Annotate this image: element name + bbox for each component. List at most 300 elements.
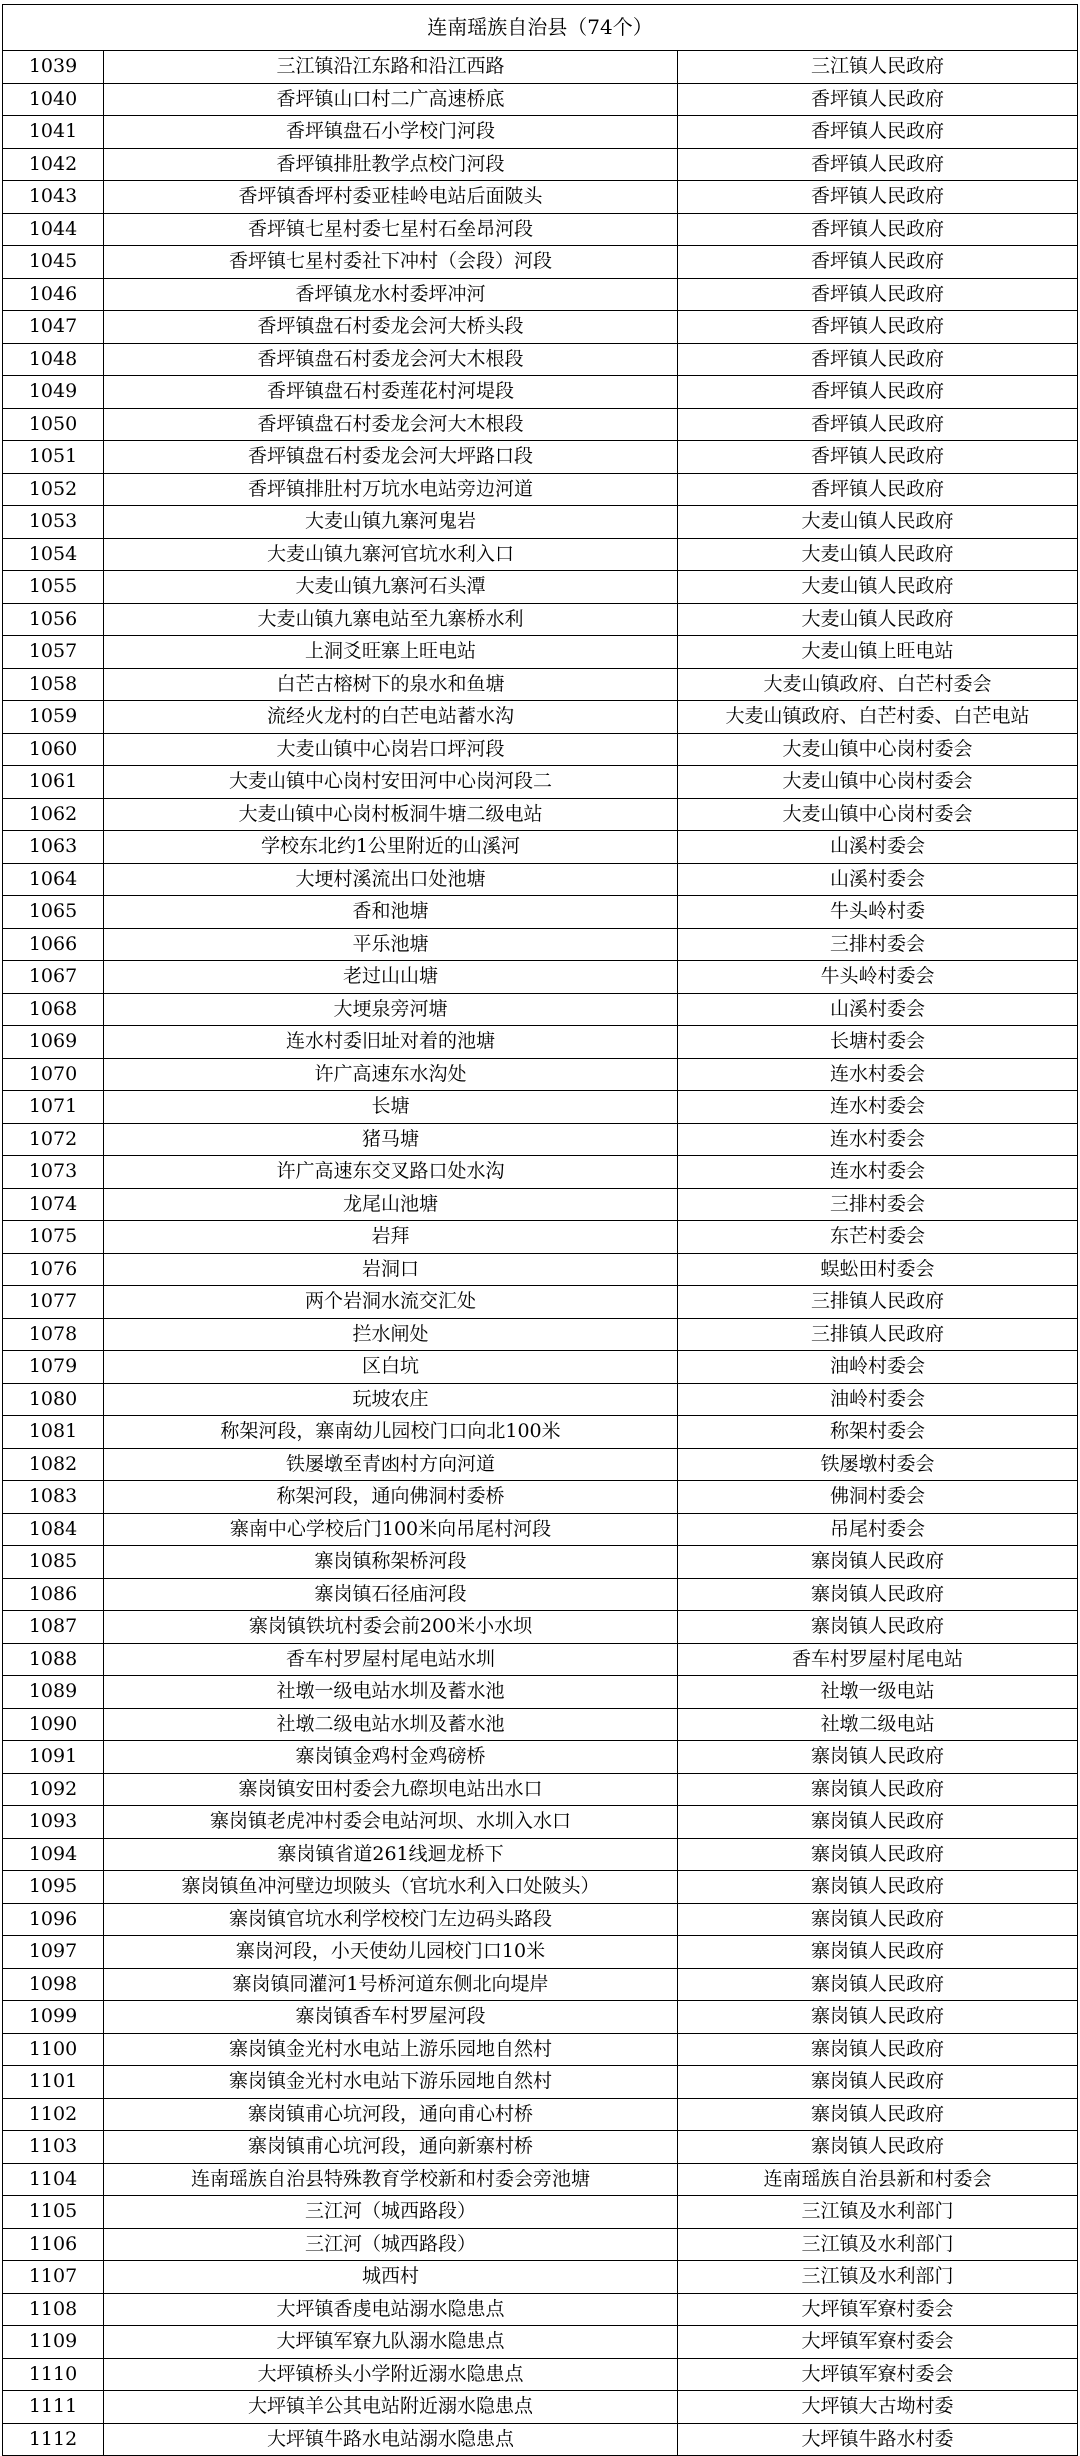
responsible-unit-cell: 铁屡墩村委会 — [678, 1448, 1078, 1481]
responsible-unit-cell: 大坪镇牛路水村委 — [678, 2423, 1078, 2456]
row-number-cell: 1100 — [3, 2033, 104, 2066]
location-cell: 连南瑶族自治县特殊教育学校新和村委会旁池塘 — [104, 2163, 678, 2196]
row-number-cell: 1076 — [3, 1253, 104, 1286]
row-number-cell: 1102 — [3, 2098, 104, 2131]
location-cell: 两个岩洞水流交汇处 — [104, 1286, 678, 1319]
row-number-cell: 1058 — [3, 668, 104, 701]
row-number-cell: 1082 — [3, 1448, 104, 1481]
location-cell: 寨岗镇安田村委会九磜坝电站出水口 — [104, 1773, 678, 1806]
location-cell: 猪马塘 — [104, 1123, 678, 1156]
location-cell: 寨岗镇金鸡村金鸡磅桥 — [104, 1741, 678, 1774]
location-cell: 社墩二级电站水圳及蓄水池 — [104, 1708, 678, 1741]
location-cell: 香车村罗屋村尾电站水圳 — [104, 1643, 678, 1676]
row-number-cell: 1040 — [3, 83, 104, 116]
location-cell: 香坪镇排肚教学点校门河段 — [104, 148, 678, 181]
responsible-unit-cell: 佛洞村委会 — [678, 1481, 1078, 1514]
table-row — [3, 863, 1078, 896]
row-number-cell: 1099 — [3, 2001, 104, 2034]
location-cell: 上洞爻旺寨上旺电站 — [104, 636, 678, 669]
row-number-cell: 1094 — [3, 1838, 104, 1871]
responsible-unit-cell: 香坪镇人民政府 — [678, 441, 1078, 474]
table-row — [3, 733, 1078, 766]
responsible-unit-cell: 东芒村委会 — [678, 1221, 1078, 1254]
row-number-cell: 1072 — [3, 1123, 104, 1156]
table-row — [3, 1351, 1078, 1384]
table-row — [3, 2098, 1078, 2131]
row-number-cell: 1054 — [3, 538, 104, 571]
table-title: 连南瑶族自治县（74个） — [3, 5, 1078, 51]
table-row — [3, 1091, 1078, 1124]
table-row — [3, 246, 1078, 279]
row-number-cell: 1111 — [3, 2391, 104, 2424]
location-cell: 大麦山镇中心岗岩口坪河段 — [104, 733, 678, 766]
location-cell: 香坪镇盘石小学校门河段 — [104, 116, 678, 149]
table-row — [3, 2066, 1078, 2099]
responsible-unit-cell: 三排镇人民政府 — [678, 1318, 1078, 1351]
table-row — [3, 1416, 1078, 1449]
row-number-cell: 1095 — [3, 1871, 104, 1904]
table-row — [3, 2261, 1078, 2294]
table-row — [3, 1253, 1078, 1286]
table-row — [3, 1806, 1078, 1839]
table-row — [3, 636, 1078, 669]
location-cell: 香坪镇山口村二广高速桥底 — [104, 83, 678, 116]
responsible-unit-cell: 香坪镇人民政府 — [678, 181, 1078, 214]
row-number-cell: 1107 — [3, 2261, 104, 2294]
row-number-cell: 1061 — [3, 766, 104, 799]
location-cell: 大麦山镇九寨河鬼岩 — [104, 506, 678, 539]
table-row — [3, 1156, 1078, 1189]
responsible-unit-cell: 大麦山镇中心岗村委会 — [678, 733, 1078, 766]
location-cell: 寨岗镇甫心坑河段，通向新寨村桥 — [104, 2131, 678, 2164]
location-cell: 大坪镇羊公其电站附近溺水隐患点 — [104, 2391, 678, 2424]
location-cell: 三江河（城西路段） — [104, 2196, 678, 2229]
row-number-cell: 1085 — [3, 1546, 104, 1579]
location-cell: 长塘 — [104, 1091, 678, 1124]
responsible-unit-cell: 香坪镇人民政府 — [678, 376, 1078, 409]
table-row — [3, 603, 1078, 636]
table-row — [3, 2391, 1078, 2424]
table-row — [3, 1708, 1078, 1741]
row-number-cell: 1077 — [3, 1286, 104, 1319]
row-number-cell: 1045 — [3, 246, 104, 279]
location-cell: 寨岗镇甫心坑河段，通向甫心村桥 — [104, 2098, 678, 2131]
table-row — [3, 766, 1078, 799]
location-cell: 许广高速东交叉路口处水沟 — [104, 1156, 678, 1189]
responsible-unit-cell: 山溪村委会 — [678, 863, 1078, 896]
row-number-cell: 1062 — [3, 798, 104, 831]
location-cell: 寨岗镇省道261线迴龙桥下 — [104, 1838, 678, 1871]
location-cell: 流经火龙村的白芒电站蓄水沟 — [104, 701, 678, 734]
table-row — [3, 473, 1078, 506]
table-row — [3, 2293, 1078, 2326]
responsible-unit-cell: 寨岗镇人民政府 — [678, 1936, 1078, 1969]
row-number-cell: 1089 — [3, 1676, 104, 1709]
responsible-unit-cell: 连南瑶族自治县新和村委会 — [678, 2163, 1078, 2196]
table-row — [3, 896, 1078, 929]
responsible-unit-cell: 油岭村委会 — [678, 1383, 1078, 1416]
location-cell: 三江镇沿江东路和沿江西路 — [104, 51, 678, 84]
row-number-cell: 1039 — [3, 51, 104, 84]
location-cell: 寨岗镇老虎冲村委会电站河坝、水圳入水口 — [104, 1806, 678, 1839]
location-cell: 老过山山塘 — [104, 961, 678, 994]
row-number-cell: 1092 — [3, 1773, 104, 1806]
table-row — [3, 2423, 1078, 2456]
location-cell: 称架河段，通向佛洞村委桥 — [104, 1481, 678, 1514]
table-row — [3, 1481, 1078, 1514]
location-cell: 大麦山镇九寨电站至九寨桥水利 — [104, 603, 678, 636]
responsible-unit-cell: 寨岗镇人民政府 — [678, 1741, 1078, 1774]
table-row — [3, 1578, 1078, 1611]
row-number-cell: 1048 — [3, 343, 104, 376]
location-cell: 寨岗镇称架桥河段 — [104, 1546, 678, 1579]
location-cell: 拦水闸处 — [104, 1318, 678, 1351]
row-number-cell: 1050 — [3, 408, 104, 441]
responsible-unit-cell: 山溪村委会 — [678, 993, 1078, 1026]
row-number-cell: 1079 — [3, 1351, 104, 1384]
table-row — [3, 1318, 1078, 1351]
location-cell: 大埂泉旁河塘 — [104, 993, 678, 1026]
row-number-cell: 1064 — [3, 863, 104, 896]
location-cell: 香坪镇七星村委社下冲村（会段）河段 — [104, 246, 678, 279]
responsible-unit-cell: 香坪镇人民政府 — [678, 83, 1078, 116]
table-body — [3, 5, 1078, 2456]
responsible-unit-cell: 大坪镇大古坳村委 — [678, 2391, 1078, 2424]
table-row — [3, 701, 1078, 734]
row-number-cell: 1103 — [3, 2131, 104, 2164]
responsible-unit-cell: 寨岗镇人民政府 — [678, 1611, 1078, 1644]
table-row — [3, 2163, 1078, 2196]
responsible-unit-cell: 大麦山镇中心岗村委会 — [678, 798, 1078, 831]
row-number-cell: 1059 — [3, 701, 104, 734]
responsible-unit-cell: 寨岗镇人民政府 — [678, 1546, 1078, 1579]
table-row — [3, 1058, 1078, 1091]
location-cell: 大麦山镇中心岗村安田河中心岗河段二 — [104, 766, 678, 799]
table-row — [3, 51, 1078, 84]
row-number-cell: 1068 — [3, 993, 104, 1026]
table-row — [3, 538, 1078, 571]
responsible-unit-cell: 大麦山镇人民政府 — [678, 603, 1078, 636]
table-row — [3, 831, 1078, 864]
table-row — [3, 181, 1078, 214]
location-cell: 城西村 — [104, 2261, 678, 2294]
responsible-unit-cell: 香坪镇人民政府 — [678, 213, 1078, 246]
table-row — [3, 441, 1078, 474]
location-cell: 香坪镇盘石村委龙会河大木根段 — [104, 408, 678, 441]
table-row — [3, 1838, 1078, 1871]
responsible-unit-cell: 香坪镇人民政府 — [678, 311, 1078, 344]
location-cell: 大坪镇桥头小学附近溺水隐患点 — [104, 2358, 678, 2391]
location-cell: 香和池塘 — [104, 896, 678, 929]
responsible-unit-cell: 寨岗镇人民政府 — [678, 1578, 1078, 1611]
location-cell: 寨岗镇香车村罗屋河段 — [104, 2001, 678, 2034]
location-cell: 学校东北约1公里附近的山溪河 — [104, 831, 678, 864]
row-number-cell: 1047 — [3, 311, 104, 344]
row-number-cell: 1083 — [3, 1481, 104, 1514]
table-row — [3, 2228, 1078, 2261]
table-row — [3, 571, 1078, 604]
responsible-unit-cell: 香车村罗屋村尾电站 — [678, 1643, 1078, 1676]
row-number-cell: 1056 — [3, 603, 104, 636]
row-number-cell: 1097 — [3, 1936, 104, 1969]
location-cell: 寨岗镇同灌河1号桥河道东侧北向堤岸 — [104, 1968, 678, 2001]
row-number-cell: 1071 — [3, 1091, 104, 1124]
responsible-unit-cell: 山溪村委会 — [678, 831, 1078, 864]
row-number-cell: 1093 — [3, 1806, 104, 1839]
responsible-unit-cell: 连水村委会 — [678, 1123, 1078, 1156]
location-cell: 区白坑 — [104, 1351, 678, 1384]
responsible-unit-cell: 称架村委会 — [678, 1416, 1078, 1449]
table-row — [3, 1676, 1078, 1709]
table-row — [3, 376, 1078, 409]
row-number-cell: 1060 — [3, 733, 104, 766]
table-row — [3, 408, 1078, 441]
responsible-unit-cell: 三排村委会 — [678, 928, 1078, 961]
location-cell: 平乐池塘 — [104, 928, 678, 961]
table-row — [3, 1936, 1078, 1969]
row-number-cell: 1055 — [3, 571, 104, 604]
row-number-cell: 1112 — [3, 2423, 104, 2456]
table-row — [3, 213, 1078, 246]
table-row — [3, 2196, 1078, 2229]
table-row — [3, 2001, 1078, 2034]
table-row — [3, 1286, 1078, 1319]
row-number-cell: 1073 — [3, 1156, 104, 1189]
row-number-cell: 1049 — [3, 376, 104, 409]
location-cell: 白芒古榕树下的泉水和鱼塘 — [104, 668, 678, 701]
row-number-cell: 1078 — [3, 1318, 104, 1351]
row-number-cell: 1084 — [3, 1513, 104, 1546]
location-cell: 香坪镇香坪村委亚桂岭电站后面陂头 — [104, 181, 678, 214]
row-number-cell: 1051 — [3, 441, 104, 474]
table-row — [3, 278, 1078, 311]
row-number-cell: 1096 — [3, 1903, 104, 1936]
row-number-cell: 1080 — [3, 1383, 104, 1416]
location-cell: 香坪镇盘石村委龙会河大木根段 — [104, 343, 678, 376]
table-header-row — [3, 5, 1078, 51]
row-number-cell: 1067 — [3, 961, 104, 994]
table-row — [3, 1188, 1078, 1221]
row-number-cell: 1069 — [3, 1026, 104, 1059]
row-number-cell: 1106 — [3, 2228, 104, 2261]
responsible-unit-cell: 寨岗镇人民政府 — [678, 1806, 1078, 1839]
row-number-cell: 1086 — [3, 1578, 104, 1611]
location-cell: 称架河段，寨南幼儿园校门口向北100米 — [104, 1416, 678, 1449]
responsible-unit-cell: 香坪镇人民政府 — [678, 343, 1078, 376]
row-number-cell: 1053 — [3, 506, 104, 539]
responsible-unit-cell: 香坪镇人民政府 — [678, 246, 1078, 279]
row-number-cell: 1065 — [3, 896, 104, 929]
table-row — [3, 798, 1078, 831]
responsible-unit-cell: 三江镇及水利部门 — [678, 2261, 1078, 2294]
row-number-cell: 1070 — [3, 1058, 104, 1091]
table-row — [3, 1546, 1078, 1579]
row-number-cell: 1087 — [3, 1611, 104, 1644]
location-cell: 香坪镇七星村委七星村石垒昂河段 — [104, 213, 678, 246]
location-cell: 三江河（城西路段） — [104, 2228, 678, 2261]
responsible-unit-cell: 大麦山镇人民政府 — [678, 538, 1078, 571]
table-row — [3, 1643, 1078, 1676]
table-row — [3, 1448, 1078, 1481]
table-row — [3, 1871, 1078, 1904]
row-number-cell: 1074 — [3, 1188, 104, 1221]
row-number-cell: 1081 — [3, 1416, 104, 1449]
location-cell: 寨岗镇鱼冲河壁边坝陂头（官坑水利入口处陂头） — [104, 1871, 678, 1904]
location-cell: 社墩一级电站水圳及蓄水池 — [104, 1676, 678, 1709]
responsible-unit-cell: 香坪镇人民政府 — [678, 148, 1078, 181]
table-row — [3, 668, 1078, 701]
location-cell: 许广高速东水沟处 — [104, 1058, 678, 1091]
table-row — [3, 116, 1078, 149]
table-row — [3, 993, 1078, 1026]
responsible-unit-cell: 寨岗镇人民政府 — [678, 2001, 1078, 2034]
hazard-table — [2, 4, 1078, 2456]
row-number-cell: 1104 — [3, 2163, 104, 2196]
row-number-cell: 1041 — [3, 116, 104, 149]
responsible-unit-cell: 连水村委会 — [678, 1091, 1078, 1124]
responsible-unit-cell: 大麦山镇上旺电站 — [678, 636, 1078, 669]
responsible-unit-cell: 三江镇及水利部门 — [678, 2196, 1078, 2229]
table-row — [3, 1611, 1078, 1644]
table-row — [3, 148, 1078, 181]
table-row — [3, 2033, 1078, 2066]
table-row — [3, 1123, 1078, 1156]
location-cell: 连水村委旧址对着的池塘 — [104, 1026, 678, 1059]
location-cell: 岩拜 — [104, 1221, 678, 1254]
row-number-cell: 1108 — [3, 2293, 104, 2326]
responsible-unit-cell: 长塘村委会 — [678, 1026, 1078, 1059]
responsible-unit-cell: 寨岗镇人民政府 — [678, 1968, 1078, 2001]
responsible-unit-cell: 大麦山镇中心岗村委会 — [678, 766, 1078, 799]
location-cell: 大坪镇香虔电站溺水隐患点 — [104, 2293, 678, 2326]
location-cell: 寨岗镇金光村水电站上游乐园地自然村 — [104, 2033, 678, 2066]
responsible-unit-cell: 三排村委会 — [678, 1188, 1078, 1221]
table-row — [3, 1513, 1078, 1546]
table-row — [3, 2326, 1078, 2359]
responsible-unit-cell: 香坪镇人民政府 — [678, 473, 1078, 506]
responsible-unit-cell: 大麦山镇人民政府 — [678, 506, 1078, 539]
responsible-unit-cell: 社墩一级电站 — [678, 1676, 1078, 1709]
responsible-unit-cell: 连水村委会 — [678, 1058, 1078, 1091]
responsible-unit-cell: 连水村委会 — [678, 1156, 1078, 1189]
responsible-unit-cell: 大麦山镇政府、白芒村委、白芒电站 — [678, 701, 1078, 734]
responsible-unit-cell: 寨岗镇人民政府 — [678, 2131, 1078, 2164]
responsible-unit-cell: 寨岗镇人民政府 — [678, 1773, 1078, 1806]
row-number-cell: 1105 — [3, 2196, 104, 2229]
responsible-unit-cell: 寨岗镇人民政府 — [678, 2066, 1078, 2099]
row-number-cell: 1091 — [3, 1741, 104, 1774]
responsible-unit-cell: 香坪镇人民政府 — [678, 408, 1078, 441]
location-cell: 大坪镇军寮九队溺水隐患点 — [104, 2326, 678, 2359]
table-row — [3, 83, 1078, 116]
responsible-unit-cell: 大坪镇军寮村委会 — [678, 2293, 1078, 2326]
location-cell: 寨岗镇石径庙河段 — [104, 1578, 678, 1611]
table-row — [3, 2131, 1078, 2164]
table-row — [3, 1773, 1078, 1806]
responsible-unit-cell: 香坪镇人民政府 — [678, 278, 1078, 311]
table-row — [3, 1383, 1078, 1416]
row-number-cell: 1088 — [3, 1643, 104, 1676]
responsible-unit-cell: 吊尾村委会 — [678, 1513, 1078, 1546]
responsible-unit-cell: 油岭村委会 — [678, 1351, 1078, 1384]
responsible-unit-cell: 牛头岭村委 — [678, 896, 1078, 929]
location-cell: 寨南中心学校后门100米向吊尾村河段 — [104, 1513, 678, 1546]
table-row — [3, 1903, 1078, 1936]
location-cell: 香坪镇盘石村委莲花村河堤段 — [104, 376, 678, 409]
responsible-unit-cell: 寨岗镇人民政府 — [678, 1903, 1078, 1936]
table-row — [3, 928, 1078, 961]
responsible-unit-cell: 大麦山镇人民政府 — [678, 571, 1078, 604]
row-number-cell: 1057 — [3, 636, 104, 669]
table-row — [3, 1741, 1078, 1774]
location-cell: 香坪镇龙水村委坪冲河 — [104, 278, 678, 311]
table-row — [3, 1221, 1078, 1254]
row-number-cell: 1046 — [3, 278, 104, 311]
responsible-unit-cell: 大坪镇军寮村委会 — [678, 2358, 1078, 2391]
table-row — [3, 311, 1078, 344]
location-cell: 龙尾山池塘 — [104, 1188, 678, 1221]
row-number-cell: 1052 — [3, 473, 104, 506]
row-number-cell: 1043 — [3, 181, 104, 214]
location-cell: 大埂村溪流出口处池塘 — [104, 863, 678, 896]
table-row — [3, 506, 1078, 539]
row-number-cell: 1098 — [3, 1968, 104, 2001]
table-row — [3, 343, 1078, 376]
responsible-unit-cell: 大坪镇军寮村委会 — [678, 2326, 1078, 2359]
responsible-unit-cell: 社墩二级电站 — [678, 1708, 1078, 1741]
location-cell: 寨岗镇官坑水利学校校门左边码头路段 — [104, 1903, 678, 1936]
location-cell: 寨岗镇铁坑村委会前200米小水坝 — [104, 1611, 678, 1644]
responsible-unit-cell: 寨岗镇人民政府 — [678, 2033, 1078, 2066]
table-row — [3, 1968, 1078, 2001]
table-row — [3, 961, 1078, 994]
location-cell: 玩坡农庄 — [104, 1383, 678, 1416]
row-number-cell: 1075 — [3, 1221, 104, 1254]
row-number-cell: 1063 — [3, 831, 104, 864]
location-cell: 大麦山镇九寨河官坑水利入口 — [104, 538, 678, 571]
responsible-unit-cell: 寨岗镇人民政府 — [678, 1871, 1078, 1904]
responsible-unit-cell: 蜈蚣田村委会 — [678, 1253, 1078, 1286]
row-number-cell: 1066 — [3, 928, 104, 961]
table-row — [3, 2358, 1078, 2391]
responsible-unit-cell: 牛头岭村委会 — [678, 961, 1078, 994]
location-cell: 大坪镇牛路水电站溺水隐患点 — [104, 2423, 678, 2456]
responsible-unit-cell: 三江镇及水利部门 — [678, 2228, 1078, 2261]
row-number-cell: 1044 — [3, 213, 104, 246]
responsible-unit-cell: 寨岗镇人民政府 — [678, 2098, 1078, 2131]
responsible-unit-cell: 三江镇人民政府 — [678, 51, 1078, 84]
location-cell: 岩洞口 — [104, 1253, 678, 1286]
location-cell: 大麦山镇中心岗村板洞牛塘二级电站 — [104, 798, 678, 831]
table-row — [3, 1026, 1078, 1059]
row-number-cell: 1090 — [3, 1708, 104, 1741]
responsible-unit-cell: 大麦山镇政府、白芒村委会 — [678, 668, 1078, 701]
location-cell: 寨岗镇金光村水电站下游乐园地自然村 — [104, 2066, 678, 2099]
row-number-cell: 1042 — [3, 148, 104, 181]
location-cell: 大麦山镇九寨河石头潭 — [104, 571, 678, 604]
location-cell: 香坪镇排肚村万坑水电站旁边河道 — [104, 473, 678, 506]
location-cell: 寨岗河段，小天使幼儿园校门口10米 — [104, 1936, 678, 1969]
responsible-unit-cell: 香坪镇人民政府 — [678, 116, 1078, 149]
location-cell: 铁屡墩至青凼村方向河道 — [104, 1448, 678, 1481]
responsible-unit-cell: 三排镇人民政府 — [678, 1286, 1078, 1319]
row-number-cell: 1109 — [3, 2326, 104, 2359]
location-cell: 香坪镇盘石村委龙会河大桥头段 — [104, 311, 678, 344]
location-cell: 香坪镇盘石村委龙会河大坪路口段 — [104, 441, 678, 474]
responsible-unit-cell: 寨岗镇人民政府 — [678, 1838, 1078, 1871]
row-number-cell: 1101 — [3, 2066, 104, 2099]
row-number-cell: 1110 — [3, 2358, 104, 2391]
